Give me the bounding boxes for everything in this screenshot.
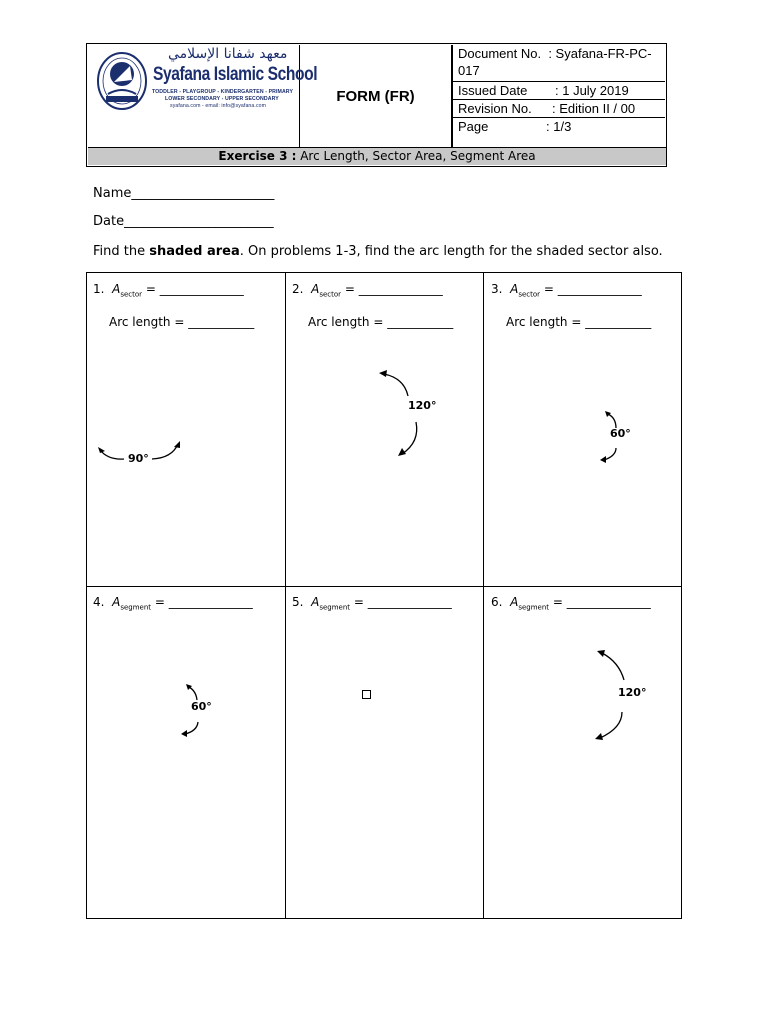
- page-label: Page: [458, 119, 489, 134]
- revision-value: : Edition II / 00: [552, 101, 636, 116]
- issued-date-value: : 1 July 2019: [555, 83, 629, 98]
- document-no-label: Document No.: [458, 46, 542, 61]
- instructions-pre: Find the: [93, 244, 150, 259]
- issued-date-label: Issued Date: [458, 83, 528, 98]
- problem-1-angle-arrows: [94, 438, 186, 468]
- problem-4-label: 4. $A_{segment}$ = ______________: [93, 595, 253, 612]
- date-field[interactable]: Date_______________________: [93, 214, 274, 229]
- problem-4-angle-arrows: [178, 682, 204, 740]
- problem-1-arc-length[interactable]: Arc length = ___________: [109, 315, 255, 329]
- problem-1-label: 1. $A_{sector}$ = ______________: [93, 282, 244, 299]
- problem-4-angle: 60°: [191, 700, 212, 713]
- form-title: FORM (FR): [300, 45, 452, 147]
- issued-date-row: [452, 82, 665, 100]
- grid-divider: [86, 586, 682, 587]
- right-angle-marker: [362, 690, 371, 699]
- document-no-value: : Syafana-FR-PC-017: [458, 46, 652, 78]
- exercise-topic: Arc Length, Sector Area, Segment Area: [296, 149, 536, 163]
- problem-2-label: 2. $A_{sector}$ = ______________: [292, 282, 443, 299]
- problem-3-label: 3. $A_{sector}$ = ______________: [491, 282, 642, 299]
- problem-2-angle: 120°: [408, 399, 437, 412]
- logo-contact-line: syafana.com - email: info@syafana.com: [170, 103, 267, 109]
- page-value: : 1/3: [546, 119, 572, 134]
- revision-row: [452, 100, 665, 118]
- instructions-post: . On problems 1-3, find the arc length for the shaded sector also.: [239, 244, 663, 259]
- grid-divider: [483, 272, 484, 919]
- logo-levels-line1: TODDLER - PLAYGROUP - KINDERGARTEN - PRIMARY: [152, 89, 294, 95]
- problem-3-angle-arrows: [598, 408, 622, 464]
- school-logo-icon: [94, 50, 150, 112]
- problem-6-angle-arrows: [592, 648, 632, 744]
- problem-6-angle: 120°: [618, 686, 647, 699]
- revision-label: Revision No.: [458, 101, 532, 116]
- problem-5-label: 5. $A_{segment}$ = ______________: [292, 595, 452, 612]
- problem-3-arc-length[interactable]: Arc length = ___________: [506, 315, 652, 329]
- problem-6-label: 6. $A_{segment}$ = ______________: [491, 595, 651, 612]
- meta-divider: [452, 45, 453, 147]
- page-row: [452, 118, 665, 147]
- instructions: [93, 244, 663, 259]
- problem-2-angle-arrows: [374, 368, 424, 460]
- school-name: Syafana Islamic School: [153, 64, 318, 85]
- problem-2-arc-length[interactable]: Arc length = ___________: [308, 315, 454, 329]
- problem-1-angle: 90°: [128, 452, 149, 465]
- grid-divider: [285, 272, 286, 919]
- school-arabic-name: معهد شفانا الإسلامي: [168, 46, 288, 62]
- instructions-bold: shaded area: [149, 244, 240, 259]
- exercise-title-bar: [88, 147, 666, 165]
- problem-3-angle: 60°: [610, 427, 631, 440]
- name-field[interactable]: Name______________________: [93, 186, 275, 201]
- document-no-row: [452, 45, 665, 82]
- logo-levels-line2: LOWER SECONDARY - UPPER SECONDARY: [165, 96, 279, 102]
- exercise-number: Exercise 3 :: [218, 149, 297, 163]
